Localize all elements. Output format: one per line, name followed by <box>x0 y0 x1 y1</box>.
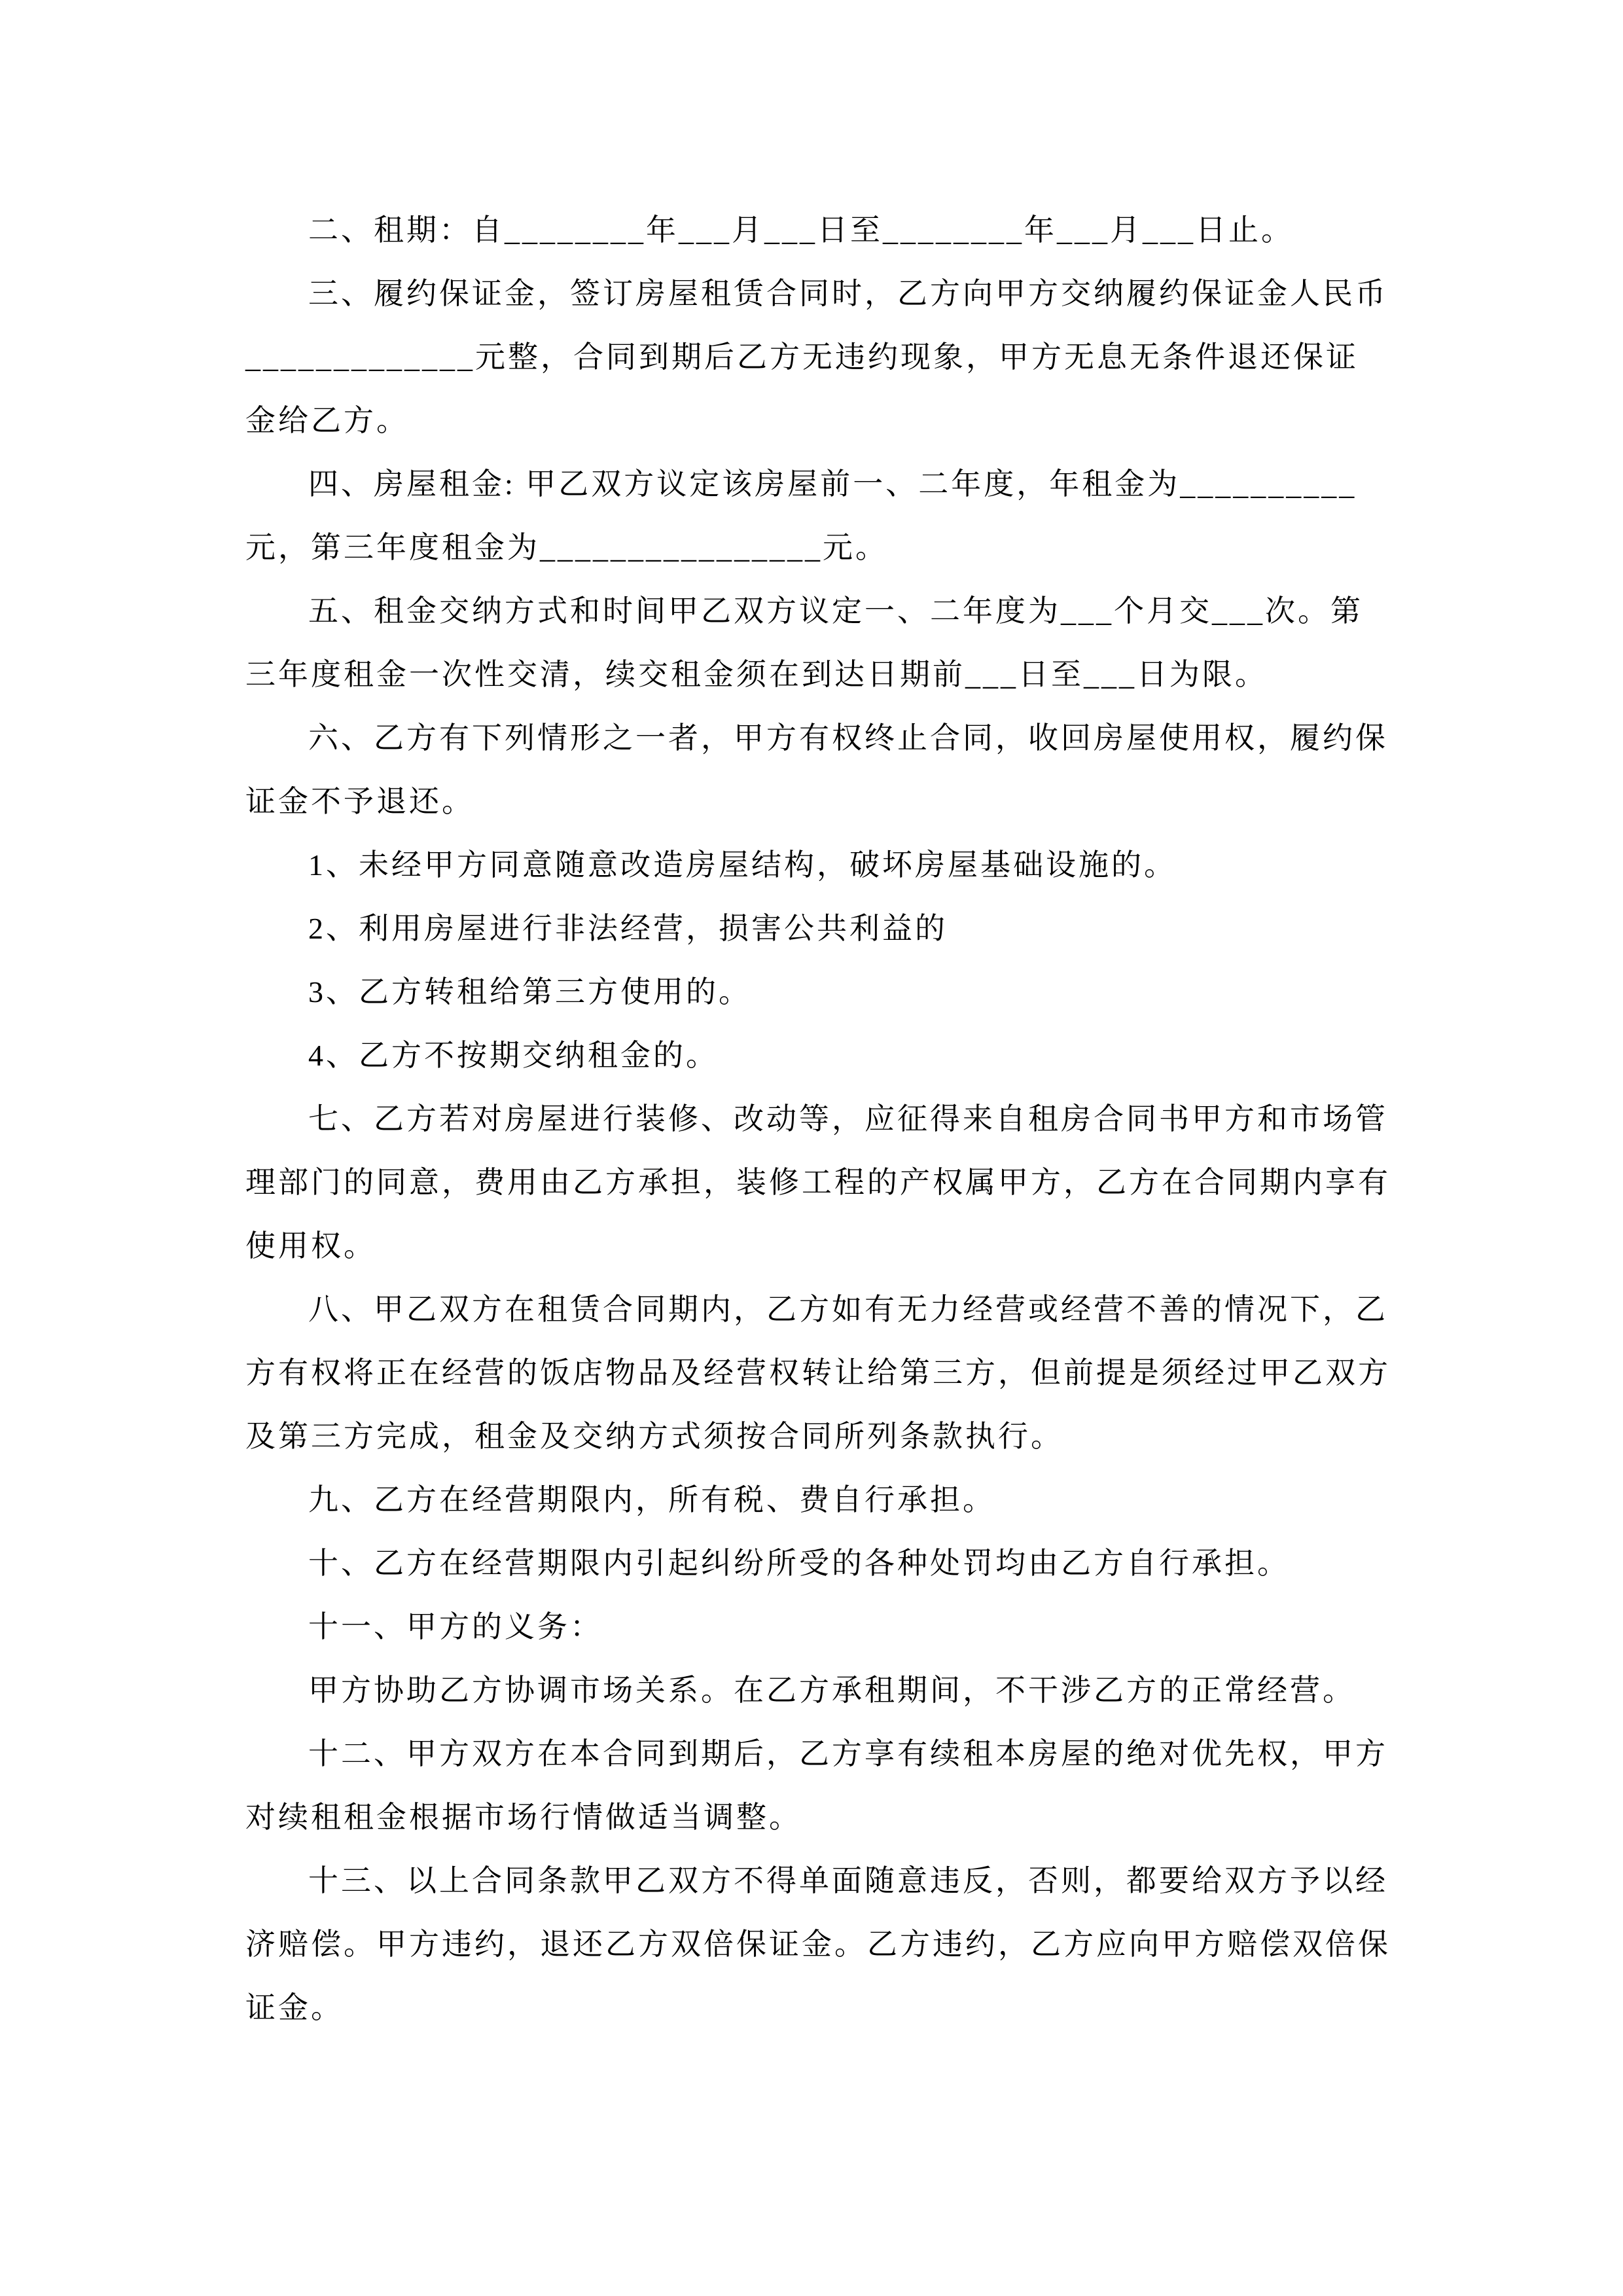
contract-line-rent-amount-2: 元，第三年度租金为________________元。 <box>245 531 888 564</box>
contract-line-renovation-1: 七、乙方若对房屋进行装修、改动等，应征得来自租房合同书甲方和市场管 <box>308 1102 1388 1136</box>
contract-line-transfer-3: 及第三方完成，租金及交纳方式须按合同所列条款执行。 <box>245 1420 1063 1453</box>
contract-line-transfer-1: 八、甲乙双方在租赁合同期内，乙方如有无力经营或经营不善的情况下，乙 <box>308 1293 1388 1326</box>
contract-line-renewal-2: 对续租租金根据市场行情做适当调整。 <box>245 1801 802 1834</box>
contract-line-party-a-duty-body: 甲方协助乙方协调市场关系。在乙方承租期间，不干涉乙方的正常经营。 <box>308 1674 1355 1707</box>
contract-line-deposit-3: 金给乙方。 <box>245 404 409 437</box>
contract-line-breach-1: 十三、以上合同条款甲乙双方不得单面随意违反，否则，都要给双方予以经 <box>308 1864 1388 1897</box>
contract-line-taxes: 九、乙方在经营期限内，所有税、费自行承担。 <box>308 1483 995 1516</box>
contract-line-renovation-2: 理部门的同意，费用由乙方承担，装修工程的产权属甲方，乙方在合同期内享有 <box>245 1166 1391 1199</box>
contract-line-item-3: 3、乙方转租给第三方使用的。 <box>308 975 751 1009</box>
contract-line-rent-amount-1: 四、房屋租金: 甲乙双方议定该房屋前一、二年度，年租金为__________ <box>308 467 1357 501</box>
contract-line-payment-method-2: 三年度租金一次性交清，续交租金须在到达日期前___日至___日为限。 <box>245 658 1268 691</box>
contract-line-party-a-duty-title: 十一、甲方的义务： <box>308 1610 603 1643</box>
contract-line-deposit-1: 三、履约保证金，签订房屋租赁合同时，乙方向甲方交纳履约保证金人民币 <box>308 277 1388 310</box>
contract-line-item-1: 1、未经甲方同意随意改造房屋结构，破坏房屋基础设施的。 <box>308 848 1177 882</box>
contract-line-renovation-3: 使用权。 <box>245 1229 376 1263</box>
contract-line-termination-1: 六、乙方有下列情形之一者，甲方有权终止合同，收回房屋使用权，履约保 <box>308 721 1388 755</box>
contract-line-item-4: 4、乙方不按期交纳租金的。 <box>308 1039 719 1072</box>
contract-line-payment-method-1: 五、租金交纳方式和时间甲乙双方议定一、二年度为___个月交___次。第 <box>308 594 1363 628</box>
contract-line-disputes: 十、乙方在经营期限内引起纠纷所受的各种处罚均由乙方自行承担。 <box>308 1547 1290 1580</box>
contract-line-rent-term: 二、租期：自________年___月___日至________年___月___日止。 <box>308 213 1294 247</box>
contract-line-breach-3: 证金。 <box>245 1991 344 2024</box>
contract-line-item-2: 2、利用房屋进行非法经营，损害公共利益的 <box>308 912 948 945</box>
contract-line-breach-2: 济赔偿。甲方违约，退还乙方双倍保证金。乙方违约，乙方应向甲方赔偿双倍保 <box>245 1928 1391 1961</box>
contract-line-transfer-2: 方有权将正在经营的饭店物品及经营权转让给第三方，但前提是须经过甲乙双方 <box>245 1356 1391 1390</box>
contract-line-termination-2: 证金不予退还。 <box>245 785 474 818</box>
contract-line-renewal-1: 十二、甲方双方在本合同到期后，乙方享有续租本房屋的绝对优先权，甲方 <box>308 1737 1388 1770</box>
contract-line-deposit-2: _____________元整，合同到期后乙方无违约现象，甲方无息无条件退还保证 <box>245 340 1359 374</box>
contract-text-block <box>245 198 1391 2039</box>
